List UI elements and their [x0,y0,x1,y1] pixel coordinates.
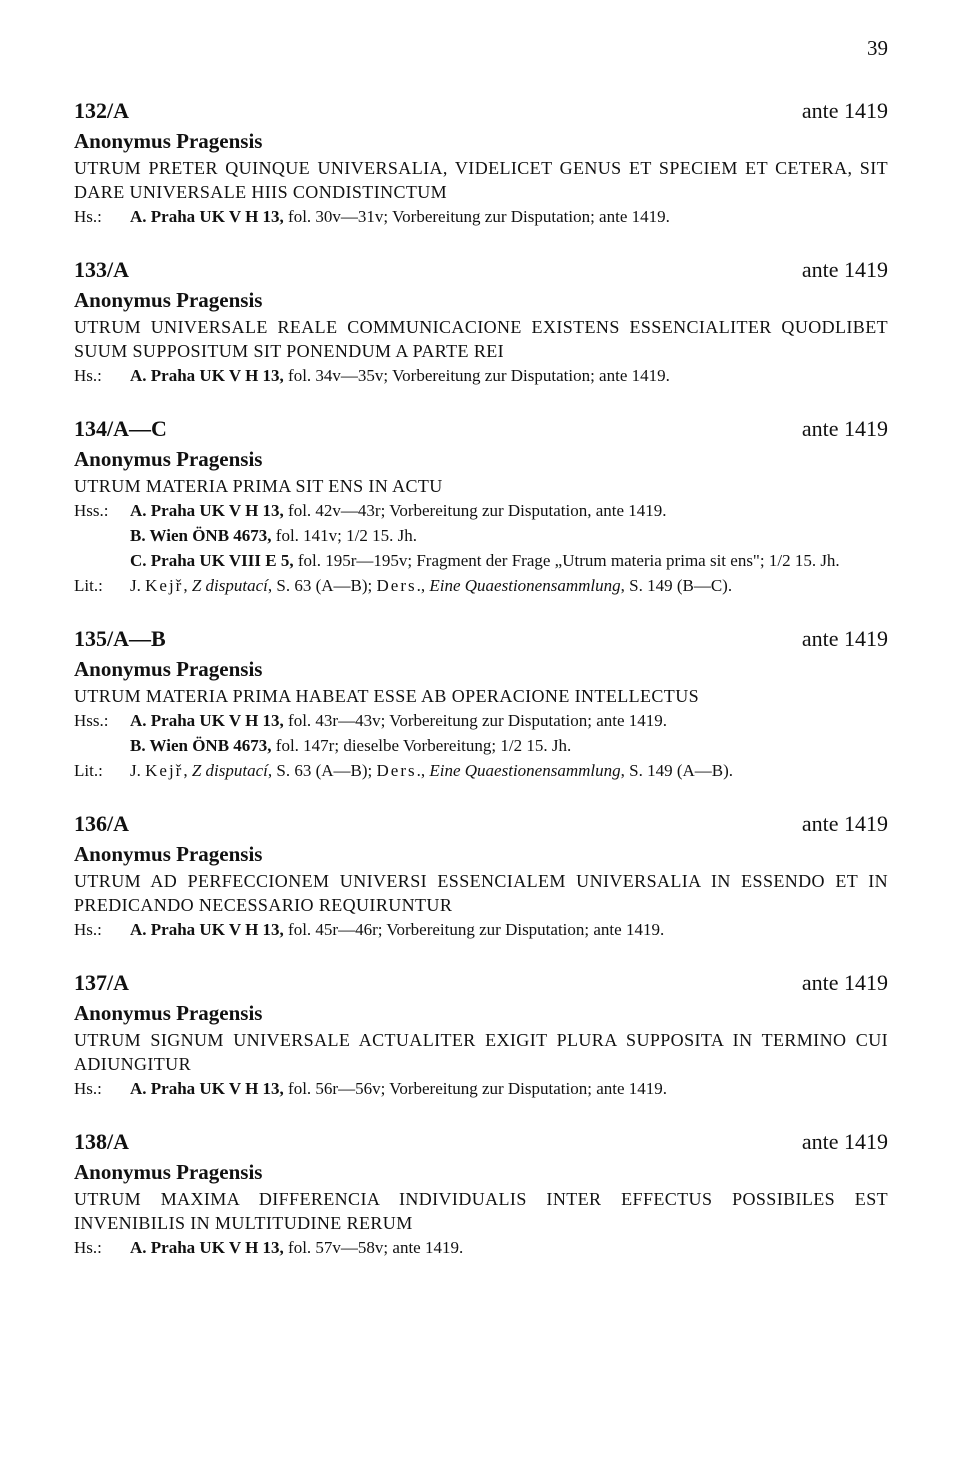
manuscript-row [74,1076,888,1101]
manuscript-signature: A. Praha UK V H 13, [130,1238,284,1257]
entry-heading [74,255,888,285]
manuscript-label-spacer [74,523,130,548]
manuscript-label: Hs.: [74,920,102,939]
literature-row [74,758,888,783]
manuscript-label: Hs.: [74,207,102,226]
literature-author: Ders [376,576,417,595]
entry-heading [74,968,888,998]
catalog-entry [74,809,888,942]
catalog-entry [74,255,888,388]
manuscript-text [130,917,888,942]
entry-date: ante 1419 [801,970,888,995]
manuscript-row [74,363,888,388]
entry-number: 132/A [74,98,129,123]
page-number: 39 [867,36,888,60]
literature-part: , S. 149 (A—B). [620,761,734,780]
manuscript-text [130,523,888,548]
entry-number: 136/A [74,811,129,836]
entry-number: 138/A [74,1129,129,1154]
manuscript-text [130,733,888,758]
entry-number: 135/A—B [74,626,166,651]
manuscript-text [130,1235,888,1260]
entry-title: UTRUM MATERIA PRIMA HABEAT ESSE AB OPERACIONE INTELLECTUS [74,686,700,706]
literature-part: , S. 149 (B—C). [620,576,733,595]
manuscript-signature: B. Wien ÖNB 4673, [130,526,272,545]
literature-part: , S. 63 (A—B); [267,576,377,595]
manuscript-details: fol. 42v—43r; Vorbereitung zur Disputation, ante 1419. [283,501,667,520]
manuscript-signature: A. Praha UK V H 13, [130,501,284,520]
literature-author: Kejř [145,576,184,595]
literature-title: Z disputací [191,576,268,595]
manuscript-text [130,363,888,388]
entry-title: UTRUM MAXIMA DIFFERENCIA INDIVIDUALIS INTER EFFECTUS POSSIBILES EST INVENIBILIS IN MULTITUDINE RERUM [74,1189,888,1233]
entry-title: UTRUM SIGNUM UNIVERSALE ACTUALITER EXIGIT PLURA SUPPOSITA IN TERMINO CUI ADIUNGITUR [74,1030,888,1074]
manuscript-signature: B. Wien ÖNB 4673, [130,736,272,755]
catalog-entry [74,414,888,598]
literature-part: , S. 63 (A—B); [267,761,377,780]
manuscript-label: Hs.: [74,1238,102,1257]
catalog-entries [74,96,888,1286]
manuscript-text [130,708,888,733]
entry-author: Anonymus Pragensis [74,657,263,681]
entry-title: UTRUM MATERIA PRIMA SIT ENS IN ACTU [74,476,443,496]
literature-part: , [183,576,192,595]
entry-author: Anonymus Pragensis [74,129,263,153]
manuscript-details: fol. 141v; 1/2 15. Jh. [271,526,417,545]
manuscript-label-spacer [74,548,130,573]
entry-title: UTRUM AD PERFECCIONEM UNIVERSI ESSENCIALEM UNIVERSALIA IN ESSENDO ET IN PREDICANDO NECESSARIO REQUIRUNTUR [74,871,888,915]
catalog-entry [74,968,888,1101]
literature-text [130,573,888,598]
catalog-entry [74,1127,888,1260]
manuscript-row [74,523,888,548]
entry-date: ante 1419 [801,98,888,123]
entry-heading [74,1127,888,1157]
manuscript-details: fol. 147r; dieselbe Vorbereitung; 1/2 15. Jh. [271,736,572,755]
manuscript-details: fol. 57v—58v; ante 1419. [283,1238,464,1257]
manuscript-signature: A. Praha UK V H 13, [130,366,284,385]
manuscript-text [130,1076,888,1101]
literature-label: Lit.: [74,761,103,780]
entry-heading [74,624,888,654]
entry-heading [74,96,888,126]
entry-title: UTRUM PRETER QUINQUE UNIVERSALIA, VIDELICET GENUS ET SPECIEM ET CETERA, SIT DARE UNIVERSALE HIIS CONDISTINCTUM [74,158,888,202]
manuscript-label: Hss.: [74,711,109,730]
manuscript-signature: A. Praha UK V H 13, [130,1079,284,1098]
literature-part: ., [416,576,430,595]
manuscript-text [130,498,888,523]
literature-text [130,758,888,783]
manuscript-label: Hss.: [74,501,109,520]
manuscript-text [130,204,888,229]
entry-author: Anonymus Pragensis [74,1160,263,1184]
entry-date: ante 1419 [801,416,888,441]
manuscript-signature: C. Praha UK VIII E 5, [130,551,294,570]
manuscript-label: Hs.: [74,1079,102,1098]
entry-number: 137/A [74,970,129,995]
literature-title: Eine Quaestionensammlung [429,576,621,595]
manuscript-details: fol. 56r—56v; Vorbereitung zur Disputation; ante 1419. [283,1079,668,1098]
entry-number: 133/A [74,257,129,282]
manuscript-signature: A. Praha UK V H 13, [130,711,284,730]
literature-part: , [183,761,192,780]
catalog-entry [74,96,888,229]
manuscript-row [74,917,888,942]
literature-title: Z disputací [191,761,268,780]
literature-part: ., [416,761,430,780]
manuscript-text [130,548,888,573]
manuscript-row [74,204,888,229]
literature-row [74,573,888,598]
manuscript-details: fol. 195r—195v; Fragment der Frage „Utrum materia prima sit ens"; 1/2 15. Jh. [293,551,840,570]
entry-author: Anonymus Pragensis [74,288,263,312]
literature-author: Ders [376,761,417,780]
entry-date: ante 1419 [801,626,888,651]
manuscript-label: Hs.: [74,366,102,385]
manuscript-details: fol. 43r—43v; Vorbereitung zur Disputation; ante 1419. [283,711,668,730]
literature-title: Eine Quaestionensammlung [429,761,621,780]
entry-heading [74,809,888,839]
entry-date: ante 1419 [801,257,888,282]
entry-title: UTRUM UNIVERSALE REALE COMMUNICACIONE EXISTENS ESSENCIALITER QUODLIBET SUUM SUPPOSITUM SIT PONENDUM A PARTE REI [74,317,888,361]
literature-part: J. [130,576,146,595]
manuscript-row [74,708,888,733]
entry-number: 134/A—C [74,416,167,441]
manuscript-label-spacer [74,733,130,758]
literature-author: Kejř [145,761,184,780]
literature-part: J. [130,761,146,780]
literature-label: Lit.: [74,576,103,595]
catalog-entry [74,624,888,783]
entry-heading [74,414,888,444]
manuscript-row [74,548,888,573]
manuscript-row [74,733,888,758]
manuscript-signature: A. Praha UK V H 13, [130,920,284,939]
entry-date: ante 1419 [801,811,888,836]
manuscript-row [74,498,888,523]
entry-author: Anonymus Pragensis [74,842,263,866]
manuscript-signature: A. Praha UK V H 13, [130,207,284,226]
manuscript-row [74,1235,888,1260]
entry-author: Anonymus Pragensis [74,1001,263,1025]
manuscript-details: fol. 45r—46r; Vorbereitung zur Disputation; ante 1419. [283,920,665,939]
manuscript-details: fol. 30v—31v; Vorbereitung zur Disputation; ante 1419. [283,207,670,226]
entry-date: ante 1419 [801,1129,888,1154]
entry-author: Anonymus Pragensis [74,447,263,471]
manuscript-details: fol. 34v—35v; Vorbereitung zur Disputation; ante 1419. [283,366,670,385]
